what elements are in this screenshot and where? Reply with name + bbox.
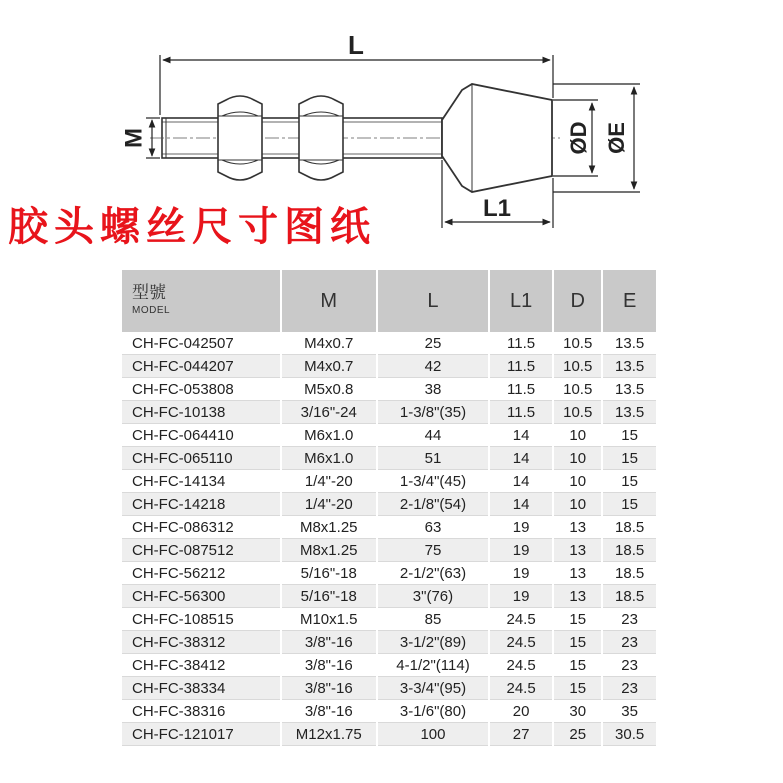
- cell-m: M5x0.8: [282, 378, 376, 401]
- cell-model: CH-FC-064410: [122, 424, 280, 447]
- header-d: D: [554, 270, 601, 332]
- cell-l1: 19: [490, 562, 552, 585]
- cell-l1: 24.5: [490, 608, 552, 631]
- table-row: [122, 447, 656, 470]
- cell-m: M4x0.7: [282, 355, 376, 378]
- spec-table: [120, 270, 658, 746]
- label-E: ØE: [603, 122, 629, 154]
- header-e: E: [603, 270, 656, 332]
- cell-l1: 24.5: [490, 631, 552, 654]
- cell-e: 35: [603, 700, 656, 723]
- cell-l1: 14: [490, 424, 552, 447]
- cell-model: CH-FC-56300: [122, 585, 280, 608]
- table-row: [122, 539, 656, 562]
- table-row: [122, 608, 656, 631]
- cell-m: M6x1.0: [282, 447, 376, 470]
- hex-nut-left: [218, 96, 262, 180]
- cell-e: 18.5: [603, 585, 656, 608]
- cell-m: 1/4"-20: [282, 493, 376, 516]
- table-row: [122, 677, 656, 700]
- cell-model: CH-FC-38312: [122, 631, 280, 654]
- cell-model: CH-FC-044207: [122, 355, 280, 378]
- cell-m: 5/16"-18: [282, 585, 376, 608]
- table-row: [122, 585, 656, 608]
- cell-model: CH-FC-10138: [122, 401, 280, 424]
- cell-l: 4-1/2"(114): [378, 654, 488, 677]
- cell-e: 30.5: [603, 723, 656, 746]
- page-title: 胶头螺丝尺寸图纸: [8, 203, 376, 250]
- cell-d: 13: [554, 562, 601, 585]
- cell-l1: 14: [490, 493, 552, 516]
- cell-model: CH-FC-38316: [122, 700, 280, 723]
- cell-model: CH-FC-087512: [122, 539, 280, 562]
- header-model-zh: 型號: [132, 283, 166, 302]
- cell-l1: 14: [490, 447, 552, 470]
- cell-l: 1-3/8"(35): [378, 401, 488, 424]
- table-row: [122, 493, 656, 516]
- cell-d: 13: [554, 539, 601, 562]
- cell-d: 30: [554, 700, 601, 723]
- cell-l: 63: [378, 516, 488, 539]
- cell-model: CH-FC-38412: [122, 654, 280, 677]
- cell-m: 3/16"-24: [282, 401, 376, 424]
- cell-m: M4x0.7: [282, 332, 376, 355]
- cell-l: 42: [378, 355, 488, 378]
- table-row: [122, 516, 656, 539]
- cell-m: 3/8"-16: [282, 631, 376, 654]
- cell-l1: 11.5: [490, 332, 552, 355]
- cell-model: CH-FC-086312: [122, 516, 280, 539]
- cell-e: 13.5: [603, 401, 656, 424]
- cell-l: 25: [378, 332, 488, 355]
- cell-l: 2-1/2"(63): [378, 562, 488, 585]
- table-row: [122, 378, 656, 401]
- cell-m: 3/8"-16: [282, 700, 376, 723]
- cell-model: CH-FC-14218: [122, 493, 280, 516]
- cell-d: 25: [554, 723, 601, 746]
- cell-l1: 11.5: [490, 355, 552, 378]
- cell-m: M8x1.25: [282, 516, 376, 539]
- cell-d: 10.5: [554, 355, 601, 378]
- cell-e: 18.5: [603, 562, 656, 585]
- cell-l: 2-1/8"(54): [378, 493, 488, 516]
- table-header: [122, 270, 656, 332]
- cell-m: M8x1.25: [282, 539, 376, 562]
- cell-e: 15: [603, 424, 656, 447]
- table-row: [122, 631, 656, 654]
- table-row: [122, 700, 656, 723]
- cell-m: M6x1.0: [282, 424, 376, 447]
- cell-e: 15: [603, 447, 656, 470]
- table-row: [122, 355, 656, 378]
- header-model-en: MODEL: [132, 305, 171, 316]
- cell-e: 15: [603, 470, 656, 493]
- header-m: M: [282, 270, 376, 332]
- label-M: M: [120, 128, 148, 148]
- cell-d: 10: [554, 447, 601, 470]
- cell-e: 13.5: [603, 355, 656, 378]
- cell-e: 23: [603, 631, 656, 654]
- header-model: [122, 270, 280, 332]
- cell-l: 51: [378, 447, 488, 470]
- cell-m: 1/4"-20: [282, 470, 376, 493]
- cell-m: 5/16"-18: [282, 562, 376, 585]
- cell-e: 18.5: [603, 539, 656, 562]
- cell-d: 15: [554, 677, 601, 700]
- hex-nut-right: [299, 96, 343, 180]
- cell-l: 3-1/6"(80): [378, 700, 488, 723]
- cell-e: 23: [603, 654, 656, 677]
- cell-e: 13.5: [603, 378, 656, 401]
- cell-l: 3"(76): [378, 585, 488, 608]
- cell-l1: 11.5: [490, 378, 552, 401]
- cell-d: 15: [554, 631, 601, 654]
- cell-l: 85: [378, 608, 488, 631]
- cell-l: 1-3/4"(45): [378, 470, 488, 493]
- cell-model: CH-FC-042507: [122, 332, 280, 355]
- cell-l1: 24.5: [490, 654, 552, 677]
- cell-l: 100: [378, 723, 488, 746]
- cell-l: 38: [378, 378, 488, 401]
- label-L1: L1: [482, 195, 512, 222]
- cell-l1: 24.5: [490, 677, 552, 700]
- cell-m: M12x1.75: [282, 723, 376, 746]
- cell-d: 10: [554, 493, 601, 516]
- table-row: [122, 401, 656, 424]
- cell-e: 23: [603, 677, 656, 700]
- cell-d: 15: [554, 608, 601, 631]
- cell-l: 3-3/4"(95): [378, 677, 488, 700]
- cell-d: 13: [554, 516, 601, 539]
- cell-e: 15: [603, 493, 656, 516]
- cell-l: 3-1/2"(89): [378, 631, 488, 654]
- cell-model: CH-FC-065110: [122, 447, 280, 470]
- table-row: [122, 723, 656, 746]
- table-row: [122, 562, 656, 585]
- table-row: [122, 470, 656, 493]
- cell-m: 3/8"-16: [282, 677, 376, 700]
- cell-l1: 20: [490, 700, 552, 723]
- cell-d: 15: [554, 654, 601, 677]
- rubber-tip: [442, 84, 552, 192]
- cell-l1: 14: [490, 470, 552, 493]
- cell-l1: 19: [490, 539, 552, 562]
- cell-d: 10: [554, 424, 601, 447]
- cell-e: 13.5: [603, 332, 656, 355]
- cell-d: 13: [554, 585, 601, 608]
- cell-l1: 19: [490, 585, 552, 608]
- cell-d: 10.5: [554, 332, 601, 355]
- table-body: [122, 332, 656, 746]
- cell-model: CH-FC-14134: [122, 470, 280, 493]
- header-l: L: [378, 270, 488, 332]
- cell-l: 75: [378, 539, 488, 562]
- cell-model: CH-FC-38334: [122, 677, 280, 700]
- cell-model: CH-FC-121017: [122, 723, 280, 746]
- cell-m: M10x1.5: [282, 608, 376, 631]
- cell-e: 18.5: [603, 516, 656, 539]
- cell-l1: 27: [490, 723, 552, 746]
- cell-e: 23: [603, 608, 656, 631]
- cell-model: CH-FC-108515: [122, 608, 280, 631]
- cell-l1: 19: [490, 516, 552, 539]
- table-row: [122, 654, 656, 677]
- label-D: ØD: [565, 121, 591, 155]
- cell-l1: 11.5: [490, 401, 552, 424]
- cell-d: 10.5: [554, 401, 601, 424]
- cell-model: CH-FC-56212: [122, 562, 280, 585]
- cell-d: 10: [554, 470, 601, 493]
- cell-model: CH-FC-053808: [122, 378, 280, 401]
- cell-l: 44: [378, 424, 488, 447]
- cell-d: 10.5: [554, 378, 601, 401]
- header-l1: L1: [490, 270, 552, 332]
- label-L: L: [348, 30, 364, 60]
- table-row: [122, 332, 656, 355]
- table-row: [122, 424, 656, 447]
- cell-m: 3/8"-16: [282, 654, 376, 677]
